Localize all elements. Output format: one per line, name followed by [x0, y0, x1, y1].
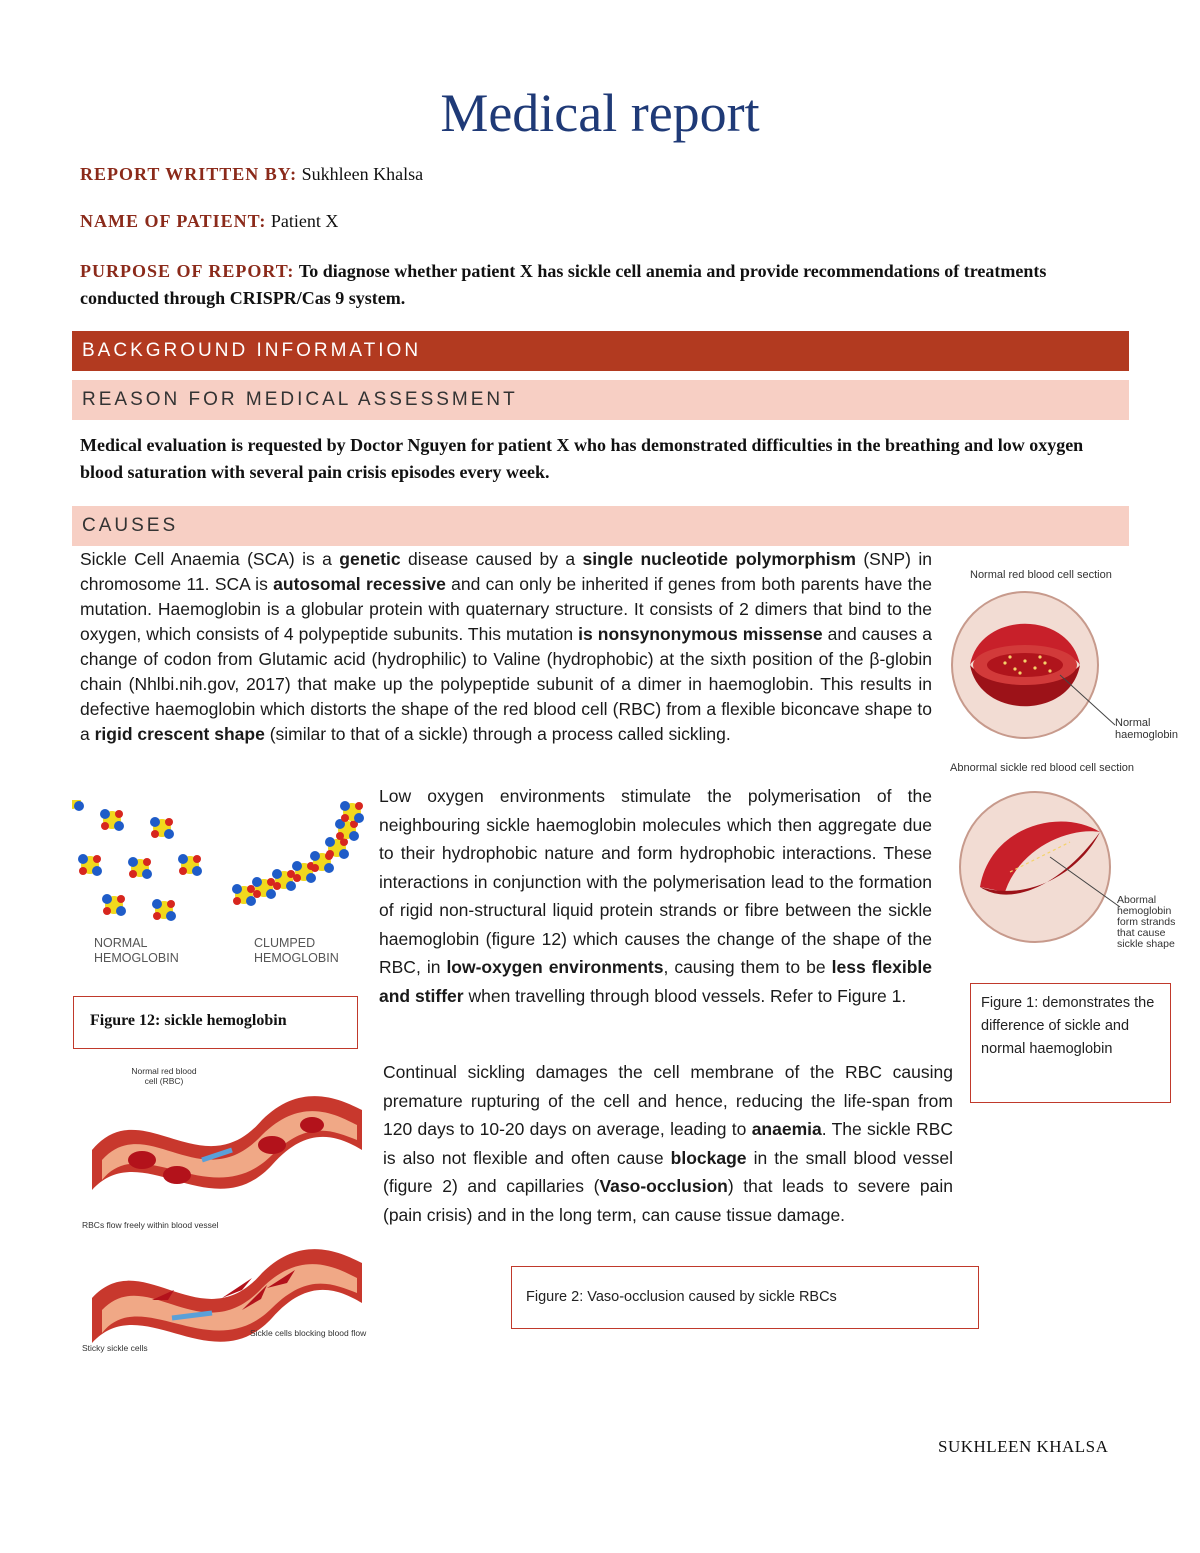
- vessel-flow-label: RBCs flow freely within blood vessel: [82, 1220, 219, 1230]
- text-run: when travelling through blood vessels. Refer to Figure 1.: [463, 985, 907, 1006]
- reason-text: Medical evaluation is requested by Doctor Nguyen for patient X who has demonstrated difficulties in the breathing and low oxygen blood saturation with several pain crisis episodes every week.: [80, 435, 1084, 482]
- text-run: . The sickle RBC is also not flexible and often cause: [383, 1119, 954, 1168]
- vessel-block-label: Sickle cells blocking blood flow: [250, 1328, 367, 1338]
- abnormal-hb-label: Abormal hemoglobin form strands that cause sickle shape: [1117, 894, 1176, 950]
- text-run: and causes a change of codon from Glutamic acid (hydrophilic) to Valine (hydrophobic) at the sixth position of the β-globin chain (Nhlbi.nih.gov, 2017) that make up the polypeptide subunit of a dimer in haemoglobin. This results in defective haemoglobin which distorts the shape of the red blood cell (RBC) from a flexible biconcave shape to a: [80, 624, 933, 744]
- vessel-normal-label: Normal red blood cell (RBC): [131, 1066, 197, 1086]
- figure-12-caption-box: [73, 996, 358, 1049]
- purpose-label: PURPOSE OF REPORT:: [80, 261, 295, 281]
- text-run: , causing them to be: [663, 957, 832, 977]
- written-by-line: [80, 164, 423, 185]
- text-run-bold: autosomal recessive: [273, 574, 446, 594]
- text-run-bold: low-oxygen environments: [446, 957, 664, 977]
- figure-1-caption: Figure 1: demonstrates the difference of sickle and normal haemoglobin: [981, 995, 1155, 1057]
- normal-rbc-title: Normal red blood cell section: [970, 569, 1112, 581]
- text-run: ) that leads to severe pain (pain crisis) and in the long term, can cause tissue damage.: [383, 1176, 953, 1225]
- section-background-information: BACKGROUND INFORMATION: [72, 331, 1129, 371]
- text-run-bold: single nucleotide polymorphism: [582, 549, 856, 569]
- text-run: in the small blood vessel (figure 2) and capillaries (: [383, 1147, 953, 1196]
- figure-2-vessel-illustration: [82, 1060, 367, 1360]
- normal-hb-label: Normal haemoglobin: [1115, 717, 1178, 741]
- written-by-label: REPORT WRITTEN BY:: [80, 164, 298, 184]
- text-run-bold: blockage: [670, 1147, 747, 1168]
- text-run: disease caused by a: [400, 549, 583, 569]
- abnormal-rbc-title: Abnormal sickle red blood cell section: [950, 762, 1135, 774]
- section-causes: CAUSES: [72, 506, 1129, 546]
- text-run: (similar to that of a sickle) through a process called sickling.: [264, 724, 731, 744]
- figure-12-caption: Figure 12: sickle hemoglobin: [90, 1012, 287, 1029]
- text-run: Continual sickling damages the cell membrane of the RBC causing premature rupturing of the cell and hence, reducing the life-span from 120 days to 10-20 days on average, leading to: [383, 1062, 953, 1139]
- text-run-bold: rigid crescent shape: [94, 724, 265, 744]
- text-run-bold: is nonsynonymous missense: [578, 624, 823, 644]
- figure-1-caption-box: [970, 983, 1171, 1103]
- text-run-bold: Vaso-occlusion: [599, 1176, 728, 1196]
- causes-paragraph-1: [80, 547, 932, 747]
- figure-2-caption-box: [511, 1266, 979, 1329]
- normal-vessel-icon: [82, 1080, 367, 1190]
- purpose-value: To diagnose whether patient X has sickle cell anemia and provide recommendations of treatments conducted through CRISPR/Cas 9 system.: [80, 261, 1047, 308]
- text-run: (SNP) in chromosome 11. SCA is: [80, 549, 932, 594]
- hemoglobin-molecules-icon: [72, 800, 372, 940]
- page-title: Medical report: [440, 83, 760, 143]
- text-run-bold: genetic: [339, 549, 401, 569]
- text-run-bold: anaemia: [751, 1119, 822, 1139]
- text-run: and can only be inherited if genes from both parents have the mutation. Haemoglobin is a globular protein with quaternary structure. It consists of 2 dimers that bind to the oxygen, which consists of 4 polypeptide subunits. This mutation: [80, 574, 933, 644]
- text-run: Sickle Cell Anaemia (SCA) is a: [80, 549, 340, 569]
- patient-line: [80, 211, 338, 232]
- normal-hemoglobin-label: NORMAL HEMOGLOBIN: [94, 936, 179, 965]
- clumped-hemoglobin-label: CLUMPED HEMOGLOBIN: [254, 936, 339, 965]
- section-reason-for-assessment: REASON FOR MEDICAL ASSESSMENT: [72, 380, 1129, 420]
- text-run-bold: less flexible and stiffer: [379, 957, 932, 1006]
- figure-1-rbc-illustration: [950, 565, 1185, 965]
- text-run: Low oxygen environments stimulate the polymerisation of the neighbouring sickle haemoglobin molecules which then aggregate due to their hydrophobic nature and form hydrophobic interactions. These interactions in conjunction with the polymerisation lead to the formation of rigid non-structural liquid protein strands or fibre between the sickle haemoglobin (figure 12) which causes the change of the shape of the RBC, in: [379, 786, 932, 977]
- causes-paragraph-2: [379, 782, 932, 1010]
- figure-12-hemoglobin-illustration: [72, 800, 372, 970]
- vessel-sticky-label: Sticky sickle cells: [82, 1343, 148, 1353]
- causes-paragraph-3: [383, 1058, 953, 1229]
- patient-label: NAME OF PATIENT:: [80, 211, 267, 231]
- purpose-line: [80, 258, 1080, 312]
- figure-2-caption: Figure 2: Vaso-occlusion caused by sickle RBCs: [526, 1289, 837, 1305]
- patient-value: Patient X: [270, 211, 339, 231]
- footer-author: SUKHLEEN KHALSA: [938, 1437, 1109, 1456]
- written-by-value: Sukhleen Khalsa: [301, 164, 424, 184]
